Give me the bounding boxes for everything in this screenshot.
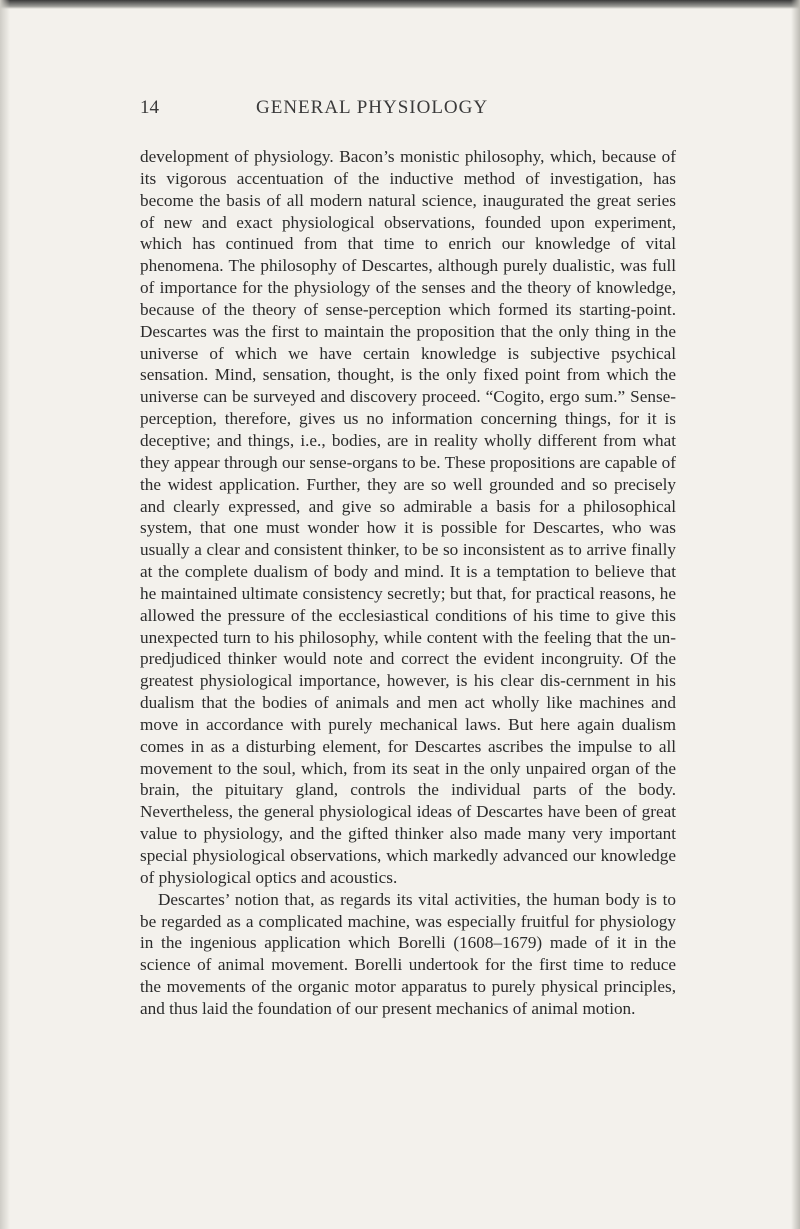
page-left-edge [0, 0, 10, 1229]
paragraph-2: Descartes’ notion that, as regards its vital activities, the human body is to be regarded as a complicated machine, was especially fruitful for physiology in the ingenious application which Borelli (1608–1679) made of it in the science of animal movement. Borelli undertook for the first time to reduce the movements of the organic motor apparatus to purely physical principles, and thus laid the foundation of our present mechanics of animal motion. [140, 889, 676, 1018]
running-head: GENERAL PHYSIOLOGY [256, 97, 489, 118]
page-right-edge [791, 0, 800, 1229]
page-header [0, 96, 800, 120]
body-text [140, 146, 676, 1020]
paragraph-1: development of physiology. Bacon’s monistic philosophy, which, because of its vigorous accentuation of the inductive method of investigation, has become the basis of all modern natural science, inaugurated the great series of new and exact physiological observations, founded upon experiment, which has continued from that time to enrich our knowledge of vital phenomena. The philosophy of Descartes, although purely dualistic, was full of importance for the physiology of the senses and the theory of knowledge, because of the theory of sense-perception which formed its starting-point. Descartes was the first to maintain the proposition that the only thing in the universe of which we have certain knowledge is subjective psychical sensation. Mind, sensation, thought, is the only fixed point from which the universe can be surveyed and discovery proceed. “Cogito, ergo sum.” Sense-perception, therefore, gives us no information concerning things, for it is deceptive; and things, i.e., bodies, are in reality wholly different from what they appear through our sense-organs to be. These propositions are capable of the widest application. Further, they are so well grounded and so precisely and clearly expressed, and give so admirable a basis for a philosophical system, that one must wonder how it is possible for Descartes, who was usually a clear and consistent thinker, to be so inconsistent as to arrive finally at the complete dualism of body and mind. It is a temptation to believe that he maintained ultimate consistency secretly; but that, for practical reasons, he allowed the pressure of the ecclesiastical conditions of his time to give this unexpected turn to his philosophy, while content with the feeling that the un-predjudiced thinker would note and correct the evident incongruity. Of the greatest physiological importance, however, is his clear dis-cernment in his dualism that the bodies of animals and men act wholly like machines and move in accordance with purely mechanical laws. But here again dualism comes in as a disturbing element, for Descartes ascribes the impulse to all movement to the soul, which, from its seat in the only unpaired organ of the brain, the pituitary gland, controls the individual parts of the body. Nevertheless, the general physiological ideas of Descartes have been of great value to physiology, and the gifted thinker also made many very important special physiological observations, which markedly advanced our knowledge of physiological optics and acoustics. [140, 147, 676, 887]
page-top-edge [0, 0, 800, 9]
page-number: 14 [140, 97, 159, 118]
